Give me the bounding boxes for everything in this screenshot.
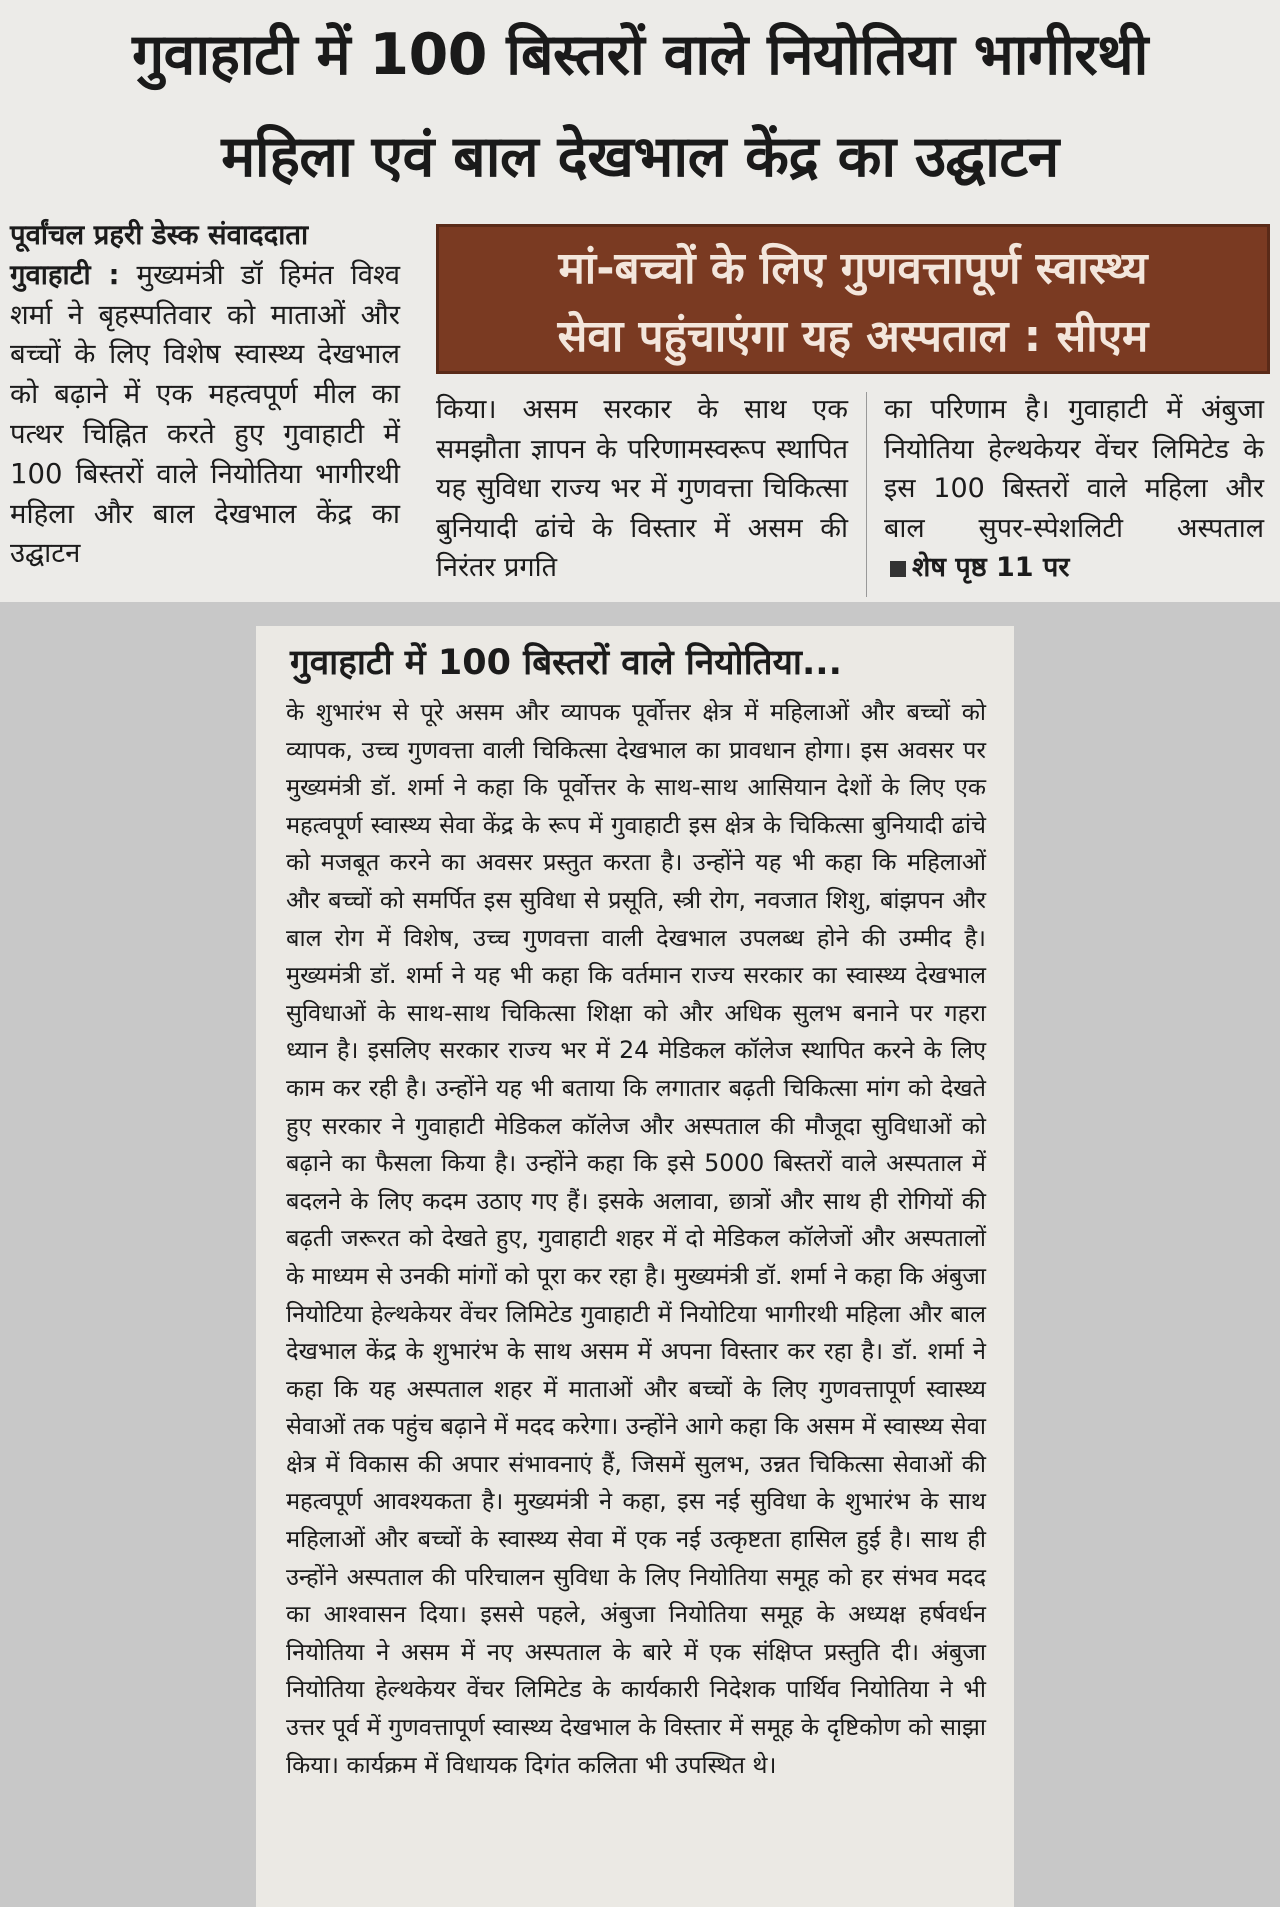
right-column-text: का परिणाम है। गुवाहाटी में अंबुजा नियोतिया हेल्थकेयर वेंचर लिमिटेड के इस 100 बिस्तरों वाले महिला और बाल सुपर-स्पेशलिटी अस्पताल — [884, 394, 1264, 544]
continuation-clipping — [256, 626, 1014, 1907]
byline: पूर्वांचल प्रहरी डेस्क संवाददाता — [10, 219, 309, 251]
lead-text: मुख्यमंत्री डॉ हिमंत विश्व शर्मा ने बृहस्पतिवार को माताओं और बच्चों के लिए विशेष स्वास्थ्य देखभाल को बढ़ाने में एक महत्वपूर्ण मील का पत्थर चिह्नित करते हुए गुवाहाटी में 100 बिस्तरों वाले नियोतिया भागीरथी महिला और बाल देखभाल केंद्र का उद्घाटन — [10, 258, 400, 570]
dateline: गुवाहाटी : — [10, 258, 120, 291]
square-bullet-icon — [890, 561, 906, 577]
lead-column — [10, 216, 400, 574]
article-headline — [8, 4, 1272, 208]
headline-line-2: महिला एवं बाल देखभाल केंद्र का उद्घाटन — [221, 124, 1059, 190]
banner-line-2: सेवा पहुंचाएंगा यह अस्पताल : सीएम — [557, 311, 1149, 362]
headline-line-1: गुवाहाटी में 100 बिस्तरों वाले नियोतिया भागीरथी — [132, 22, 1148, 88]
continuation-title: गुवाहाटी में 100 बिस्तरों वाले नियोतिया... — [290, 643, 842, 683]
banner-line-1: मां-बच्चों के लिए गुणवत्तापूर्ण स्वास्थ्य — [558, 243, 1148, 294]
sub-headline-banner — [436, 224, 1270, 374]
column-divider — [866, 392, 867, 597]
top-article-clipping — [0, 0, 1280, 602]
right-column — [884, 390, 1264, 588]
middle-column: किया। असम सरकार के साथ एक समझौता ज्ञापन के परिणामस्वरूप स्थापित यह सुविधा राज्य भर में गुणवत्ता चिकित्सा बुनियादी ढांचे के विस्तार में असम की निरंतर प्रगति — [436, 394, 848, 583]
continued-label: शेष पृष्ठ 11 पर — [912, 552, 1070, 583]
continued-on-page — [884, 552, 1069, 583]
continuation-body: के शुभारंभ से पूरे असम और व्यापक पूर्वोत्तर क्षेत्र में महिलाओं और बच्चों को व्यापक, उच्च गुणवत्ता वाली चिकित्सा देखभाल का प्रावधान होगा। इस अवसर पर मुख्यमंत्री डॉ. शर्मा ने कहा कि पूर्वोत्तर के साथ-साथ आसियान देशों के लिए एक महत्वपूर्ण स्वास्थ्य सेवा केंद्र के रूप में गुवाहाटी इस क्षेत्र के चिकित्सा बुनियादी ढांचे को मजबूत करने का अवसर प्रस्तुत करता है। उन्होंने यह भी कहा कि महिलाओं और बच्चों को समर्पित इस सुविधा से प्रसूति, स्त्री रोग, नवजात शिशु, बांझपन और बाल रोग में विशेष, उच्च गुणवत्ता वाली देखभाल उपलब्ध होने की उम्मीद है। मुख्यमंत्री डॉ. शर्मा ने यह भी कहा कि वर्तमान राज्य सरकार का स्वास्थ्य देखभाल सुविधाओं के साथ-साथ चिकित्सा शिक्षा को और अधिक सुलभ बनाने पर गहरा ध्यान है। इसलिए सरकार राज्य भर में 24 मेडिकल कॉलेज स्थापित करने के लिए काम कर रही है। उन्होंने यह भी बताया कि लगातार बढ़ती चिकित्सा मांग को देखते हुए सरकार ने गुवाहाटी मेडिकल कॉलेज और अस्पताल की मौजूदा सुविधाओं को बढ़ाने का फैसला किया है। उन्होंने कहा कि इसे 5000 बिस्तरों वाले अस्पताल में बदलने के लिए कदम उठाए गए हैं। इसके अलावा, छात्रों और साथ ही रोगियों की बढ़ती जरूरत को देखते हुए, गुवाहाटी शहर में दो मेडिकल कॉलेजों और अस्पतालों के माध्यम से उनकी मांगों को पूरा कर रहा है। मुख्यमंत्री डॉ. शर्मा ने कहा कि अंबुजा नियोटिया हेल्थकेयर वेंचर लिमिटेड गुवाहाटी में नियोटिया भागीरथी महिला और बाल देखभाल केंद्र के शुभारंभ के साथ असम में अपना विस्तार कर रहा है। डॉ. शर्मा ने कहा कि यह अस्पताल शहर में माताओं और बच्चों के लिए गुणवत्तापूर्ण स्वास्थ्य सेवाओं तक पहुंच बढ़ाने में मदद करेगा। उन्होंने आगे कहा कि असम में स्वास्थ्य सेवा क्षेत्र में विकास की अपार संभावनाएं हैं, जिसमें सुलभ, उन्नत चिकित्सा सेवाओं की महत्वपूर्ण आवश्यकता है। मुख्यमंत्री ने कहा, इस नई सुविधा के शुभारंभ के साथ महिलाओं और बच्चों के स्वास्थ्य सेवा में एक नई उत्कृष्टता हासिल हुई है। साथ ही उन्होंने अस्पताल की परिचालन सुविधा के लिए नियोतिया समूह को हर संभव मदद का आश्वासन दिया। इससे पहले, अंबुजा नियोतिया समूह के अध्यक्ष हर्षवर्धन नियोतिया ने असम में नए अस्पताल के बारे में एक संक्षिप्त प्रस्तुति दी। अंबुजा नियोतिया हेल्थकेयर वेंचर लिमिटेड के कार्यकारी निदेशक पार्थिव नियोतिया ने भी उत्तर पूर्व में गुणवत्तापूर्ण स्वास्थ्य देखभाल के विस्तार में समूह के दृष्टिकोण को साझा किया। कार्यक्रम में विधायक दिगंत कलिता भी उपस्थित थे। — [286, 698, 986, 1779]
